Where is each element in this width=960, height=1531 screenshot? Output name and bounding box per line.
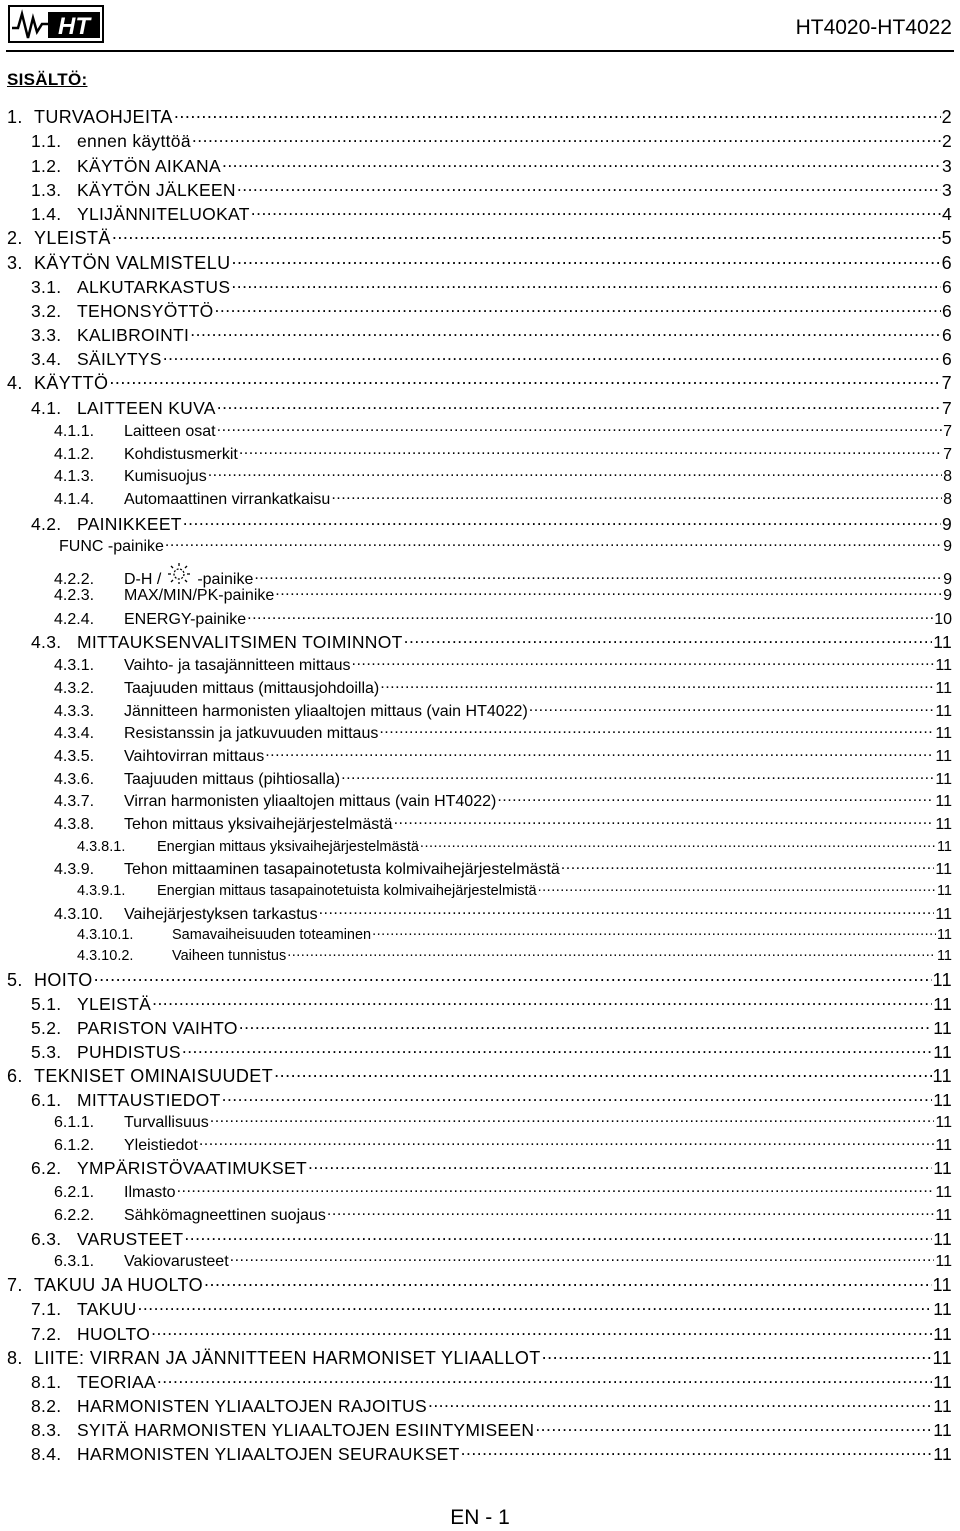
- toc-entry-page: 11: [936, 882, 952, 899]
- toc-entry-label: HARMONISTEN YLIAALTOJEN SEURAUKSET: [77, 1443, 460, 1464]
- dot-leader: [237, 178, 941, 196]
- dot-leader: [265, 745, 934, 761]
- toc-entry-number: 4.3.: [31, 631, 62, 652]
- toc-entry[interactable]: [31, 178, 952, 201]
- toc-entry-number: 3.2.: [31, 300, 62, 321]
- toc-entry-page: 11: [935, 816, 952, 833]
- toc-entry[interactable]: [31, 202, 952, 225]
- dot-leader: [109, 371, 940, 389]
- toc-entry-number: 4.2.4.: [54, 611, 95, 628]
- toc-entry-number: 5.1.: [31, 993, 62, 1014]
- toc-entry-number: 7.: [7, 1275, 23, 1295]
- toc-entry[interactable]: [31, 323, 952, 346]
- toc-entry-number: 1.2.: [31, 155, 62, 176]
- toc-entry-label: PUHDISTUS: [77, 1041, 181, 1062]
- toc-entry-page: 9: [941, 513, 952, 534]
- toc-entry[interactable]: [77, 945, 952, 964]
- dot-leader: [251, 202, 941, 220]
- toc-entry-page: 11: [935, 861, 952, 878]
- toc-entry-page: 8: [943, 468, 952, 485]
- toc-entry-page: 11: [933, 1419, 952, 1440]
- dot-leader: [380, 677, 934, 693]
- toc-entry-number: 6.1.1.: [54, 1114, 95, 1131]
- toc-entry[interactable]: [31, 1370, 952, 1393]
- dot-leader: [152, 992, 932, 1010]
- toc-entry-page: 3: [941, 179, 952, 200]
- toc-entry-label: KALIBROINTI: [77, 324, 190, 345]
- toc-entry[interactable]: [31, 1040, 952, 1063]
- toc-entry-label: Automaattinen virrankatkaisu: [124, 491, 331, 508]
- toc-entry[interactable]: [54, 608, 952, 629]
- dot-leader: [275, 584, 942, 600]
- dot-leader: [112, 226, 941, 244]
- dot-leader: [183, 512, 941, 530]
- dot-leader: [274, 1064, 931, 1082]
- dot-leader: [217, 420, 942, 436]
- toc-entry-label: Laitteen osat: [124, 423, 216, 440]
- toc-entry-label: SÄILYTYS: [77, 348, 162, 369]
- toc-entry-page: 11: [935, 657, 952, 674]
- toc-entry-page: 6: [941, 276, 952, 297]
- toc-entry-page: 2: [941, 107, 952, 127]
- toc-entry[interactable]: [31, 154, 952, 177]
- toc-entry[interactable]: [31, 396, 952, 419]
- toc-entry-label: Resistanssin ja jatkuvuuden mittaus: [124, 725, 379, 742]
- toc-entry[interactable]: [54, 654, 952, 675]
- toc-entry-page: 6: [941, 348, 952, 369]
- toc-entry-label: KÄYTÖN JÄLKEEN: [77, 179, 236, 200]
- dot-leader: [232, 251, 941, 269]
- dot-leader: [542, 1346, 932, 1364]
- dot-leader: [379, 722, 934, 738]
- toc-entry[interactable]: [77, 880, 952, 899]
- toc-entry-page: 11: [933, 1371, 952, 1392]
- toc-entry[interactable]: [31, 1418, 952, 1441]
- toc-entry-label: Taajuuden mittaus (pihtiosalla): [124, 771, 341, 788]
- toc-entry-label: Vaiheen tunnistus: [172, 947, 287, 964]
- dot-leader: [208, 465, 942, 481]
- toc-entry[interactable]: [54, 745, 952, 766]
- toc-entry[interactable]: [7, 105, 952, 128]
- toc-entry-number: 8.2.: [31, 1395, 62, 1416]
- toc-entry-page: 11: [933, 1298, 952, 1319]
- dot-leader: [341, 768, 934, 784]
- toc-entry-number: 4.1.4.: [54, 491, 95, 508]
- toc-entry[interactable]: [31, 1322, 952, 1345]
- toc-entry-number: 6.: [7, 1066, 23, 1086]
- header-rule: [6, 50, 954, 52]
- toc-entry[interactable]: [31, 275, 952, 298]
- dot-leader: [561, 858, 935, 874]
- toc-entry-number: 4.3.3.: [54, 703, 95, 720]
- toc-entry-number: 1.1.: [31, 130, 62, 151]
- dot-leader: [94, 968, 932, 986]
- toc-entry-page: 11: [933, 1323, 952, 1344]
- dot-leader: [535, 1418, 932, 1436]
- toc-entry[interactable]: [31, 1156, 952, 1179]
- toc-entry-number: 2.: [7, 228, 23, 248]
- dot-leader: [529, 700, 935, 716]
- toc-entry[interactable]: [31, 1016, 952, 1039]
- dot-leader: [151, 1322, 932, 1340]
- dot-leader: [319, 903, 935, 919]
- toc-title: SISÄLTÖ:: [7, 70, 88, 89]
- dot-leader: [217, 396, 941, 414]
- toc-entry-number: 3.1.: [31, 276, 62, 297]
- toc-entry-label: Energian mittaus tasapainotetuista kolmivaihejärjestelmistä: [157, 882, 537, 899]
- toc-entry-number: 4.3.9.: [54, 861, 95, 878]
- toc-entry-label: TEORIAA: [77, 1371, 156, 1392]
- toc-entry-label: MITTAUKSENVALITSIMEN TOIMINNOT: [77, 631, 403, 652]
- toc-entry-number: 6.2.1.: [54, 1184, 95, 1201]
- toc-entry-label: KÄYTÖN VALMISTELU: [34, 253, 231, 273]
- toc-entry-label: YLEISTÄ: [77, 993, 152, 1014]
- dot-leader: [394, 813, 935, 829]
- toc-entry-number: 4.3.1.: [54, 657, 95, 674]
- toc-entry-number: 8.: [7, 1348, 23, 1368]
- ht-logo: [8, 4, 104, 49]
- toc-entry-label: PAINIKKEET: [77, 513, 182, 534]
- toc-entry-label: FUNC -painike: [59, 538, 164, 555]
- toc-entry[interactable]: [54, 903, 952, 924]
- toc-entry[interactable]: [31, 129, 952, 152]
- toc-entry-page: 11: [935, 906, 952, 923]
- dot-leader: [254, 568, 942, 584]
- toc-entry[interactable]: [54, 768, 952, 789]
- toc-entry-number: 5.2.: [31, 1017, 62, 1038]
- toc-entry-number: 3.: [7, 253, 23, 273]
- toc-entry-label: TEHONSYÖTTÖ: [77, 300, 214, 321]
- toc-entry-label: Tehon mittaaminen tasapainotetusta kolmivaihejärjestelmästä: [124, 861, 560, 878]
- toc-entry-label: Vaihtovirran mittaus: [124, 748, 265, 765]
- toc-entry-page: 11: [932, 1066, 952, 1086]
- toc-entry-label: ennen käyttöä: [77, 130, 191, 151]
- toc-entry[interactable]: [77, 836, 952, 855]
- toc-entry[interactable]: [31, 1394, 952, 1417]
- toc-entry-label: YLIJÄNNITELUOKAT: [77, 203, 250, 224]
- toc-entry-number: 4.3.2.: [54, 680, 95, 697]
- toc-entry[interactable]: [54, 677, 952, 698]
- toc-entry[interactable]: [54, 813, 952, 834]
- toc-entry-page: 11: [933, 1228, 952, 1249]
- toc-entry-number: 4.1.: [31, 397, 62, 418]
- toc-entry-label: YMPÄRISTÖVAATIMUKSET: [77, 1157, 307, 1178]
- toc-entry[interactable]: [54, 1250, 952, 1271]
- dot-leader: [199, 1134, 935, 1150]
- dot-leader: [222, 154, 941, 172]
- toc-entry-number: 4.3.10.2.: [77, 947, 134, 964]
- toc-entry[interactable]: [31, 1227, 952, 1250]
- dot-leader: [428, 1394, 932, 1412]
- toc-entry[interactable]: [54, 1204, 952, 1225]
- toc-entry[interactable]: [77, 924, 952, 943]
- toc-entry-number: 4.2.: [31, 513, 62, 534]
- toc-entry-page: 11: [933, 1443, 952, 1464]
- toc-entry-label: Energian mittaus yksivaihejärjestelmästä: [157, 838, 419, 855]
- toc-entry-number: 4.3.7.: [54, 793, 95, 810]
- dot-leader: [192, 129, 941, 147]
- toc-entry[interactable]: [7, 1273, 952, 1296]
- toc-entry-page: 11: [935, 1253, 952, 1270]
- toc-entry-number: 4.: [7, 373, 23, 393]
- toc-entry-label: Virran harmonisten yliaaltojen mittaus (vain HT4022): [124, 793, 497, 810]
- toc-entry-label: SYITÄ HARMONISTEN YLIAALTOJEN ESIINTYMISEEN: [77, 1419, 535, 1440]
- toc-entry-page: 11: [935, 1207, 952, 1224]
- dot-leader: [331, 488, 942, 504]
- toc-entry-label: YLEISTÄ: [34, 228, 111, 248]
- toc-entry-label-suffix: -painike: [197, 571, 254, 588]
- toc-entry-number: 3.4.: [31, 348, 62, 369]
- dot-leader: [138, 1297, 933, 1315]
- toc-entry-number: 3.3.: [31, 324, 62, 345]
- toc-entry-page: 7: [941, 373, 952, 393]
- toc-entry-label: TAKUU JA HUOLTO: [34, 1275, 204, 1295]
- toc-entry-label: Sähkömagneettinen suojaus: [124, 1207, 326, 1224]
- toc-entry-number: 6.2.2.: [54, 1207, 95, 1224]
- toc-entry-number: 6.3.1.: [54, 1253, 95, 1270]
- toc-entry-page: 11: [936, 838, 952, 855]
- toc-entry-page: 11: [933, 1089, 952, 1110]
- dot-leader: [404, 630, 933, 648]
- toc-entry-page: 5: [941, 228, 952, 248]
- dot-leader: [372, 924, 936, 939]
- toc-entry-number: 4.3.8.: [54, 816, 95, 833]
- toc-entry-number: 5.: [7, 970, 23, 990]
- toc-entry-number: 4.3.9.1.: [77, 882, 126, 899]
- toc-entry-label: Turvallisuus: [124, 1114, 209, 1131]
- dot-leader: [231, 275, 941, 293]
- toc-entry-page: 8: [943, 491, 952, 508]
- toc-entry-number: 4.2.2.: [54, 571, 95, 588]
- page-header: [0, 0, 960, 52]
- toc-entry-label: Tehon mittaus yksivaihejärjestelmästä: [124, 816, 393, 833]
- toc-entry[interactable]: [54, 420, 952, 441]
- model-name: HT4020-HT4022: [795, 16, 952, 39]
- toc-entry-page: 6: [941, 253, 952, 273]
- toc-entry[interactable]: [31, 1297, 952, 1320]
- toc-entry-label: KÄYTTÖ: [34, 373, 109, 393]
- toc-entry-page: 11: [932, 1348, 952, 1368]
- toc-entry-number: 6.1.: [31, 1089, 62, 1110]
- toc-entry-page: 7: [941, 397, 952, 418]
- dot-leader: [174, 105, 941, 123]
- toc-entry-number: 4.2.3.: [54, 587, 95, 604]
- toc-entry[interactable]: [7, 1064, 952, 1087]
- toc-entry-page: 11: [932, 970, 952, 990]
- toc-entry-page: 11: [933, 1041, 952, 1062]
- toc-entry-page: 11: [935, 1137, 952, 1154]
- toc-entry-label: Taajuuden mittaus (mittausjohdoilla): [124, 680, 380, 697]
- dot-leader: [287, 945, 936, 960]
- toc-entry-number: 4.3.10.: [54, 906, 103, 923]
- toc-entry-number: 4.3.5.: [54, 748, 95, 765]
- toc-entry-number: 8.1.: [31, 1371, 62, 1392]
- toc-entry-label: Jännitteen harmonisten yliaaltojen mittaus (vain HT4022): [124, 703, 528, 720]
- toc-entry-label: D-H /: [124, 571, 162, 588]
- toc-entry[interactable]: [54, 1111, 952, 1132]
- toc-entry-number: 4.1.1.: [54, 423, 95, 440]
- toc-entry-number: 6.2.: [31, 1157, 62, 1178]
- toc-entry-page: 9: [943, 587, 952, 604]
- toc-entry-number: 4.3.10.1.: [77, 926, 134, 943]
- toc-entry[interactable]: [54, 722, 952, 743]
- toc-entry[interactable]: [31, 299, 952, 322]
- dot-leader: [190, 323, 941, 341]
- toc-entry[interactable]: [31, 347, 952, 370]
- toc-entry-number: 8.4.: [31, 1443, 62, 1464]
- dot-leader: [210, 1111, 935, 1127]
- toc-entry-label: LAITTEEN KUVA: [77, 397, 216, 418]
- toc-entry-page: 9: [943, 538, 952, 555]
- toc-entry-page: 7: [943, 423, 952, 440]
- toc-entry-page: 7: [943, 446, 952, 463]
- backlight-sun-icon: [165, 562, 193, 584]
- toc-entry-page: 11: [935, 725, 952, 742]
- toc-entry-page: 6: [941, 324, 952, 345]
- toc-entry-label: LIITE: VIRRAN JA JÄNNITTEEN HARMONISET YLIAALLOT: [34, 1348, 541, 1368]
- dot-leader: [184, 1227, 932, 1245]
- toc-entry[interactable]: [54, 1134, 952, 1155]
- dot-leader: [222, 1088, 933, 1106]
- toc-entry-page: 11: [932, 1275, 952, 1295]
- toc-entry-number: 7.2.: [31, 1323, 62, 1344]
- toc-entry-label: PARISTON VAIHTO: [77, 1017, 238, 1038]
- toc-entry-label: Kumisuojus: [124, 468, 207, 485]
- toc-entry-label: VARUSTEET: [77, 1228, 184, 1249]
- toc-entry-page: 11: [936, 926, 952, 943]
- toc-entry-number: 6.1.2.: [54, 1137, 95, 1154]
- toc-entry-page: 10: [934, 611, 952, 628]
- toc-entry-number: 4.3.8.1.: [77, 838, 126, 855]
- toc-entry[interactable]: [31, 992, 952, 1015]
- toc-entry-page: 11: [933, 1157, 952, 1178]
- toc-entry[interactable]: [54, 465, 952, 486]
- dot-leader: [239, 1016, 932, 1034]
- toc-entry-number: 1.: [7, 107, 23, 127]
- dot-leader: [177, 1181, 935, 1197]
- toc-entry-page: 11: [935, 1184, 952, 1201]
- toc-entry[interactable]: [31, 630, 952, 653]
- toc-entry[interactable]: [59, 535, 952, 556]
- dot-leader: [538, 880, 936, 895]
- dot-leader: [163, 347, 941, 365]
- dot-leader: [327, 1204, 934, 1220]
- dot-leader: [247, 608, 933, 624]
- toc-entry-page: 11: [933, 1017, 952, 1038]
- toc-entry-page: 9: [943, 571, 952, 588]
- toc-entry-label: Vaihto- ja tasajännitteen mittaus: [124, 657, 351, 674]
- toc-entry-page: 11: [933, 993, 952, 1014]
- toc-entry-label: Vakiovarusteet: [124, 1253, 229, 1270]
- dot-leader: [215, 299, 941, 317]
- toc-entry-page: 11: [935, 703, 952, 720]
- toc-entry-number: 5.3.: [31, 1041, 62, 1062]
- dot-leader: [182, 1040, 932, 1058]
- page-number: EN - 1: [450, 1506, 510, 1529]
- toc-entry[interactable]: [54, 700, 952, 721]
- toc-entry-page: 2: [941, 130, 952, 151]
- toc-entry-label: TEKNISET OMINAISUUDET: [34, 1066, 274, 1086]
- toc-entry-number: 4.3.6.: [54, 771, 95, 788]
- toc-entry[interactable]: [54, 584, 952, 605]
- toc-entry-label: ALKUTARKASTUS: [77, 276, 231, 297]
- toc-entry-number: 6.3.: [31, 1228, 62, 1249]
- toc-entry-number: 4.1.2.: [54, 446, 95, 463]
- toc-entry[interactable]: [7, 1346, 952, 1369]
- toc-entry-page: 11: [935, 680, 952, 697]
- toc-entry-number: 7.1.: [31, 1298, 62, 1319]
- toc-entry[interactable]: [54, 1181, 952, 1202]
- toc-entry-label: TURVAOHJEITA: [34, 107, 173, 127]
- toc-entry-label: HOITO: [34, 970, 93, 990]
- brand-text: HT: [58, 13, 90, 40]
- toc-entry-label: KÄYTÖN AIKANA: [77, 155, 221, 176]
- toc-entry-page: 11: [935, 793, 952, 810]
- toc-entry-label: Yleistiedot: [124, 1137, 198, 1154]
- toc-entry-number: 8.3.: [31, 1419, 62, 1440]
- dot-leader: [230, 1250, 935, 1266]
- toc-entry-page: 11: [935, 748, 952, 765]
- toc-entry-label: HUOLTO: [77, 1323, 151, 1344]
- toc-entry-label: Ilmasto: [124, 1184, 176, 1201]
- toc-entry[interactable]: [7, 226, 952, 249]
- toc-entry-label: ENERGY-painike: [124, 611, 247, 628]
- toc-entry[interactable]: [7, 371, 952, 394]
- toc-entry-page: 11: [935, 771, 952, 788]
- dot-leader: [204, 1273, 931, 1291]
- dot-leader: [165, 535, 942, 551]
- toc-entry[interactable]: [54, 790, 952, 811]
- toc-entry-number: 4.3.4.: [54, 725, 95, 742]
- toc-entry[interactable]: [31, 1442, 952, 1465]
- toc-entry-page: 6: [941, 300, 952, 321]
- toc-entry[interactable]: [7, 968, 952, 991]
- toc-entry[interactable]: [54, 443, 952, 464]
- toc-entry-page: 3: [941, 155, 952, 176]
- toc-entry-label: MITTAUSTIEDOT: [77, 1089, 221, 1110]
- toc-entry-label: HARMONISTEN YLIAALTOJEN RAJOITUS: [77, 1395, 427, 1416]
- toc-entry-page: 4: [941, 203, 952, 224]
- toc-entry-page: 11: [936, 947, 952, 964]
- toc-entry-number: 1.3.: [31, 179, 62, 200]
- toc-entry[interactable]: [54, 858, 952, 879]
- toc-entry-page: 11: [933, 1395, 952, 1416]
- toc-entry-label: TAKUU: [77, 1298, 137, 1319]
- toc-entry[interactable]: [31, 512, 952, 535]
- toc-entry-label: MAX/MIN/PK-painike: [124, 587, 275, 604]
- dot-leader: [352, 654, 935, 670]
- toc-entry-label: Kohdistusmerkit: [124, 446, 238, 463]
- dot-leader: [308, 1156, 932, 1174]
- toc-entry-label: Vaihejärjestyksen tarkastus: [124, 906, 318, 923]
- toc-entry[interactable]: [54, 488, 952, 509]
- dot-leader: [420, 836, 936, 851]
- dot-leader: [239, 443, 942, 459]
- dot-leader: [157, 1370, 932, 1388]
- dot-leader: [461, 1442, 933, 1460]
- toc-entry-page: 11: [933, 631, 952, 652]
- toc-entry-number: 1.4.: [31, 203, 62, 224]
- toc-entry-page: 11: [935, 1114, 952, 1131]
- dot-leader: [497, 790, 934, 806]
- toc-entry-label: Samavaiheisuuden toteaminen: [172, 926, 372, 943]
- toc-entry[interactable]: [7, 251, 952, 274]
- toc-entry[interactable]: [31, 1088, 952, 1111]
- toc-entry-number: 4.1.3.: [54, 468, 95, 485]
